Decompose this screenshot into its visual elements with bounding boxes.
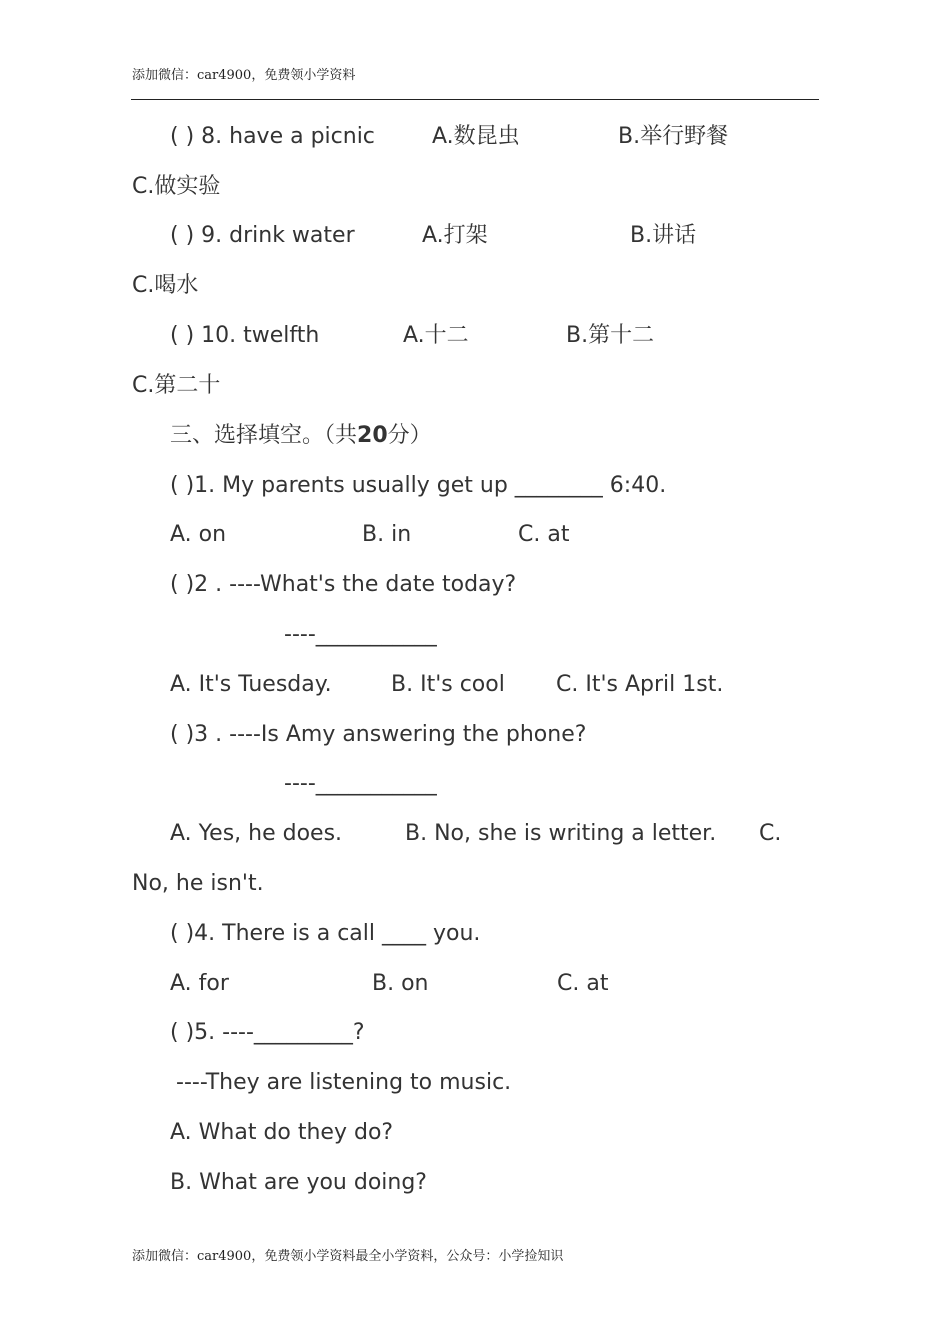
s3-question-4-option-a: A. for — [170, 971, 229, 996]
question-9-stem: ( ) 9. drink water — [170, 223, 355, 248]
s3-question-1-option-b: B. in — [362, 522, 412, 547]
s3-question-5-answer: ----They are listening to music. — [176, 1070, 512, 1095]
s3-question-4-option-b: B. on — [372, 971, 429, 996]
s3-question-2-option-a: A. It's Tuesday. — [170, 672, 332, 697]
page-header: 添加微信：car4900，免费领小学资料 — [132, 68, 356, 83]
section-3-title — [170, 421, 432, 451]
s3-question-5-option-b: B. What are you doing? — [170, 1170, 427, 1195]
question-8-option-a: A.数昆虫 — [432, 124, 520, 149]
page-footer: 添加微信：car4900，免费领小学资料最全小学资料，公众号：小学捡知识 — [132, 1249, 564, 1264]
question-8-stem: ( ) 8. have a picnic — [170, 124, 375, 149]
s3-question-3-option-c-label: C. — [759, 821, 782, 846]
s3-question-1-option-c: C. at — [518, 522, 570, 547]
s3-question-2-option-c: C. It's April 1st. — [556, 672, 724, 697]
s3-question-5-stem: ( )5. ----_________? — [170, 1020, 365, 1045]
s3-question-3-blank: ----___________ — [284, 771, 437, 796]
s3-question-3-option-b: B. No, she is writing a letter. — [405, 821, 717, 846]
question-10-option-a: A.十二 — [403, 323, 469, 348]
s3-question-2-blank: ----___________ — [284, 622, 437, 647]
question-9-option-b: B.讲话 — [630, 223, 697, 248]
s3-question-1-option-a: A. on — [170, 522, 227, 547]
section-3-title-score: 20 — [357, 423, 388, 448]
question-9-option-a: A.打架 — [422, 223, 488, 248]
question-8-option-c: C.做实验 — [132, 174, 221, 199]
section-3-title-pre: 三、选择填空。（共 — [170, 423, 358, 448]
s3-question-5-option-a: A. What do they do? — [170, 1120, 394, 1145]
s3-question-3-option-c-text: No, he isn't. — [132, 871, 264, 896]
question-10-option-c: C.第二十 — [132, 373, 221, 398]
question-10-stem: ( ) 10. twelfth — [170, 323, 320, 348]
s3-question-2-option-b: B. It's cool — [391, 672, 505, 697]
header-rule — [131, 99, 819, 100]
s3-question-3-stem: ( )3 . ----Is Amy answering the phone? — [170, 722, 587, 747]
question-9-option-c: C.喝水 — [132, 273, 199, 298]
question-8-option-b: B.举行野餐 — [618, 124, 729, 149]
s3-question-3-option-a: A. Yes, he does. — [170, 821, 343, 846]
section-3-title-post: 分） — [387, 423, 432, 448]
s3-question-4-option-c: C. at — [557, 971, 609, 996]
question-10-option-b: B.第十二 — [566, 323, 655, 348]
s3-question-4-stem: ( )4. There is a call ____ you. — [170, 921, 481, 946]
s3-question-2-stem: ( )2 . ----What's the date today? — [170, 572, 517, 597]
s3-question-1-stem: ( )1. My parents usually get up ________ 6:40. — [170, 473, 667, 498]
